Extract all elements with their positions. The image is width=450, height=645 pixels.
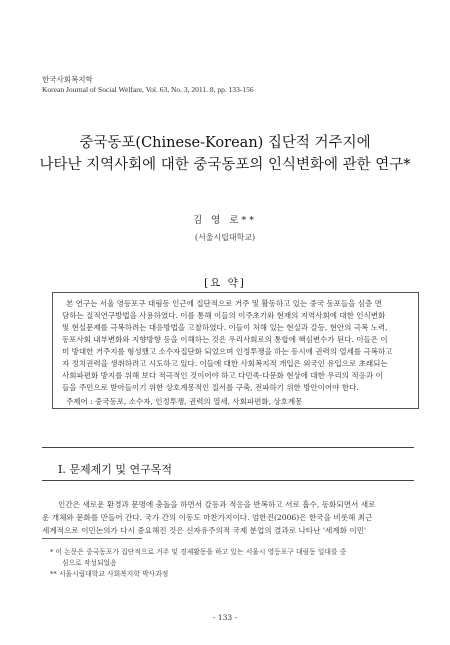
author-affiliation: (서울시립대학교) [194, 233, 256, 242]
footnote-line: ** 서울시립대학교 사회복지학 박사과정 [50, 570, 169, 578]
footnote-rule [42, 538, 142, 539]
footnote-line: * 이 논문은 중국동포가 집단적으로 거주 및 경제활동을 하고 있는 서울시 영등포구 대림동 일대를 중 [50, 548, 347, 556]
abstract-heading: [요 약] [204, 277, 246, 289]
abstract-line: 본 연구는 서울 영등포구 대림동 인근에 집단적으로 거주 및 활동하고 있는 중국 동포들을 심층 면 [66, 299, 382, 308]
abstract-line: 동포사회 내부변화와 지향방향 등을 이해하는 것은 우리사회로의 통합에 핵심변수가 된다. 이들은 이 [62, 335, 388, 344]
abstract-line: 담하는 질적연구방법을 사용하였다. 이를 통해 이들의 이주초기와 현재의 지역사회에 대한 인식변화 [62, 311, 386, 320]
body-line: 세계적으로 이민논의가 다시 중요해진 것은 신자유주의적 국제 분업의 결과로 나타난 '세계화 이민' [42, 526, 367, 535]
page-number: - 133 - [212, 613, 238, 622]
abstract-line: 자 정치권력을 생취하려고 시도하고 있다. 이들에 대한 사회복지적 개입은 외국인 유입으로 초래되는 [62, 359, 388, 368]
paper-title-line-1: 중국동포(Chinese-Korean) 집단적 거주지에 [79, 135, 371, 151]
abstract-line: 들을 주민으로 받아들이기 위한 상호계몽적인 질서를 구축, 전파하기 위한 방안이어야 한다. [62, 383, 359, 392]
body-line: 인간은 새로운 환경과 문명에 충돌을 하면서 갈등과 적응을 반복하고 서로 흡수, 동화되면서 새로 [58, 500, 376, 509]
abstract-line: 미 방대한 거주지를 형성했고 소수자집단화 되었으며 인정투쟁을 하는 동시에 권력의 열세를 극복하고 [62, 347, 393, 356]
author-name: 김 영 로** [192, 215, 258, 226]
journal-name-korean: 한국사회복지학 [42, 75, 93, 84]
section-rule-bottom [42, 480, 414, 481]
section-title: I. 문제제기 및 연구목적 [58, 463, 172, 476]
section-rule-top [42, 447, 414, 448]
paper-title-line-2: 나타난 지역사회에 대한 중국동포의 인식변화에 관한 연구* [39, 157, 411, 173]
abstract-line: 및 현실문제를 극복하려는 대응방법을 고찰하였다. 이들이 처해 있는 현실과 갈등, 현안의 극복 노력, [62, 323, 388, 332]
abstract-line: 사회파편화 방지를 위해 보다 적극적인 것이어야 하고 다민족·다문화 현상에 대한 우리의 적응과 이 [62, 371, 383, 380]
footnote-line: 심으로 작성되었음 [62, 559, 117, 567]
abstract-keywords: 주제어 : 중국동포, 소수자, 인정투쟁, 권력의 열세, 사회파편화, 상호계몽 [66, 397, 303, 406]
journal-citation: Korean Journal of Social Welfare, Vol. 63, No. 3, 2011. 8, pp. 133-156 [42, 85, 254, 94]
body-line: 운 개체와 문화를 만들어 간다. 국가 간의 이동도 마찬가지이다. 엄한진(2006)은 한국을 비롯해 최근 [42, 513, 373, 522]
